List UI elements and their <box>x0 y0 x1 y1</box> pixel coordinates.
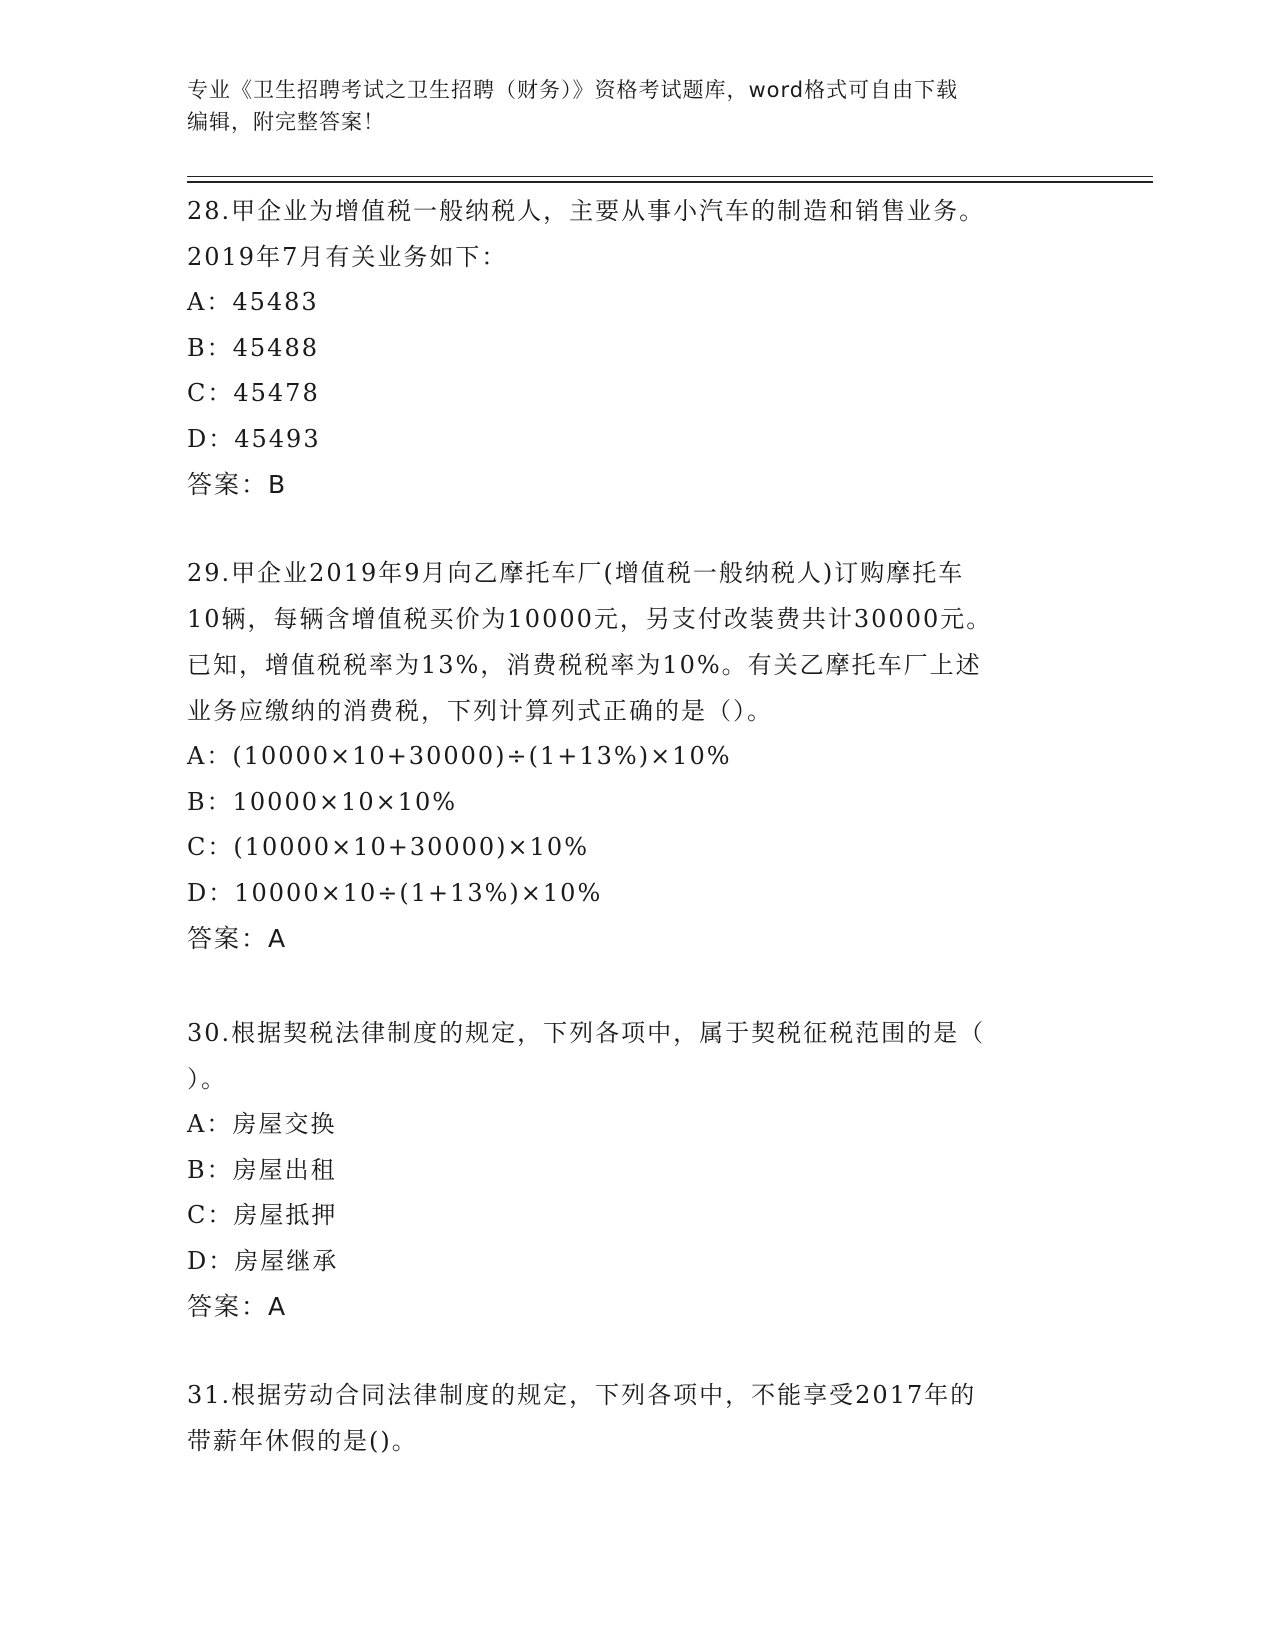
question-stem-line: 2019年7月有关业务如下： <box>187 243 508 271</box>
question-31 <box>187 1372 1087 1464</box>
answer: 答案：A <box>187 924 288 953</box>
question-stem-line: 10辆，每辆含增值税买价为10000元，另支付改装费共计30000元。 <box>187 605 993 633</box>
question-stem-line: 业务应缴纳的消费税，下列计算列式正确的是（）。 <box>187 697 773 725</box>
question-stem-line: ）。 <box>187 1065 227 1093</box>
question-stem-line: 已知，增值税税率为13%，消费税税率为10%。有关乙摩托车厂上述 <box>187 651 982 679</box>
question-stem-line: 30.根据契税法律制度的规定，下列各项中，属于契税征税范围的是（ <box>187 1019 986 1047</box>
option-a: A：(10000×10+30000)÷(1+13%)×10% <box>187 742 732 770</box>
option-c: C：(10000×10+30000)×10% <box>187 833 589 861</box>
header-line-1: 专业《卫生招聘考试之卫生招聘（财务）》资格考试题库，word格式可自由下载 <box>187 78 959 102</box>
option-a: A：45483 <box>187 288 319 316</box>
option-b: B：45488 <box>187 333 319 362</box>
question-stem-line: 31.根据劳动合同法律制度的规定，下列各项中，不能享受2017年的 <box>187 1381 977 1409</box>
question-28 <box>187 188 1087 507</box>
answer: 答案：A <box>187 1292 288 1321</box>
option-d: D：10000×10÷(1+13%)×10% <box>187 878 603 907</box>
question-stem-line: 28.甲企业为增值税一般纳税人，主要从事小汽车的制造和销售业务。 <box>187 197 986 225</box>
question-stem-line: 29.甲企业2019年9月向乙摩托车厂(增值税一般纳税人)订购摩托车 <box>187 559 965 587</box>
header-divider-thick <box>187 181 1153 183</box>
option-b: B：10000×10×10% <box>187 787 458 816</box>
header-line-2: 编辑，附完整答案！ <box>187 110 385 134</box>
option-c: C：45478 <box>187 379 320 407</box>
question-30 <box>187 1010 1087 1329</box>
question-29 <box>187 550 1087 961</box>
header-divider-thin <box>187 176 1153 177</box>
document-header <box>187 74 1087 138</box>
option-b: B：房屋出租 <box>187 1155 337 1184</box>
option-d: D：房屋继承 <box>187 1246 339 1275</box>
option-c: C：房屋抵押 <box>187 1201 338 1229</box>
question-stem-line: 带薪年休假的是()。 <box>187 1427 418 1455</box>
option-d: D：45493 <box>187 424 321 453</box>
answer: 答案：B <box>187 470 288 499</box>
option-a: A：房屋交换 <box>187 1110 337 1138</box>
